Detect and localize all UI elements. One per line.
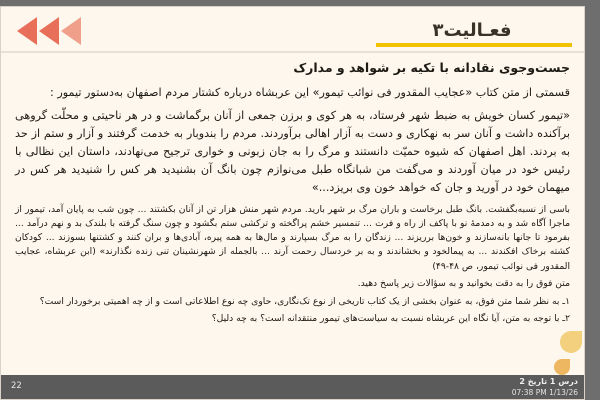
activity-subheading: جست‌وجوی نقادانه با تکیه بر شواهد و مدارک [293, 60, 570, 75]
footer-page-number: 22 [11, 381, 22, 391]
question-item-1: ۱ـ به نظر شما متن فوق، به عنوان بخشی از یک کتاب تاریخی از نوع تک‌نگاری، حاوی چه نوع اطلاعاتی است و از چه اهمیتی برخوردار است؟ [39, 296, 570, 308]
body-paragraph-2: «تیمور کسان خویش به ضبط شهر فرستاد، به هر کوی و برزن جمعی از آنان برگماشت و در هر ناحیتی و محلّت گروهی برآکنده داشت و آنان سر به نهکاری و دست به آزار اهالی برآوردند. مردم را بندوبار به خدمت گرفتند و آزار و ستم از حد به بردند. اهل اصفهان که شیوه حمیّت دانستند و مرگ را به جان زبونی و خواری ترجیح می‌نهادند، داستان این نظالی با رئیس خود در میان آوردند و می‌گفت من شبانگاه طبل می‌نوازم چون بانگ آن بشنیدید هر کس را شنیدید هر کس در میهمان خود در آورید و جان که خواهد خون وی بریزد...» [15, 108, 570, 195]
leaf-decoration-small-icon [554, 359, 570, 375]
slide-footer [1, 375, 585, 399]
leaf-decoration-icon [560, 331, 582, 353]
body-paragraph-3: باسی از نسبه‌بگفشت. بانگ طبل برخاست و باران مرگ بر شهر بارید. مردم شهر منش هزار تن از آنان بکشتند ... چون شب به پایان آمد، تیمور از ماجرا آگاه شد و به دمدمهٔ نو با پاکف از راه و فرت ... تنمسیر خشم پراگخته و ترکشی ستم بگشود و چون سنگ گرفته با بلندک بد و نهم درآمد ... بفرمود تا جانها بانه‌سازند و خون‌ها برریزند ... زندگان را به مرگ بسپارند و مال‌ها به همه پیره، آبادی‌ها و بران کنند و کشتنها بسوزند ... کودکان کشته برخاک افکندند ... به پیمالخود و بخشاندند و به بر خردسال رحمت آرند ... بالجمله از شهرنشینان تنی زنده نگذارند» (ابن عربشاه، عجایب المقدور فی نوائب تیمور، ص ۴۸-۴۹) [15, 203, 570, 272]
instruction-line: متن فوق را به دقت بخوانید و به سؤالات زیر پاسخ دهید. [357, 277, 570, 289]
footer-info [512, 376, 578, 398]
viewer-right-edge [585, 0, 600, 400]
slide-body [15, 59, 570, 373]
question-item-2: ۲ـ با توجه به متن، آیا نگاه این عربشاه نسبت به سیاست‌های تیمور منتقدانه است؟ به چه دلیل؟ [211, 313, 570, 325]
question-list [15, 295, 570, 327]
header-divider [1, 51, 585, 53]
title-underline [376, 43, 572, 47]
slide-header [1, 7, 585, 53]
slide-title-box [372, 15, 572, 45]
body-paragraph-1: قسمتی از متن کتاب «عجایب المقدور فی نوائب تیمور» این عربشاه درباره کشتار مردم اصفهان به‌دستور تیمور : [50, 85, 570, 99]
chevron-decoration-icon [17, 17, 93, 45]
footer-timestamp: 07:38 PM 1/13/26 [511, 388, 578, 397]
page-title: فعـالیت۳ [432, 19, 512, 41]
footer-lesson-label: درس 1 تاریخ 2 [519, 377, 578, 386]
slide-canvas [0, 6, 585, 400]
